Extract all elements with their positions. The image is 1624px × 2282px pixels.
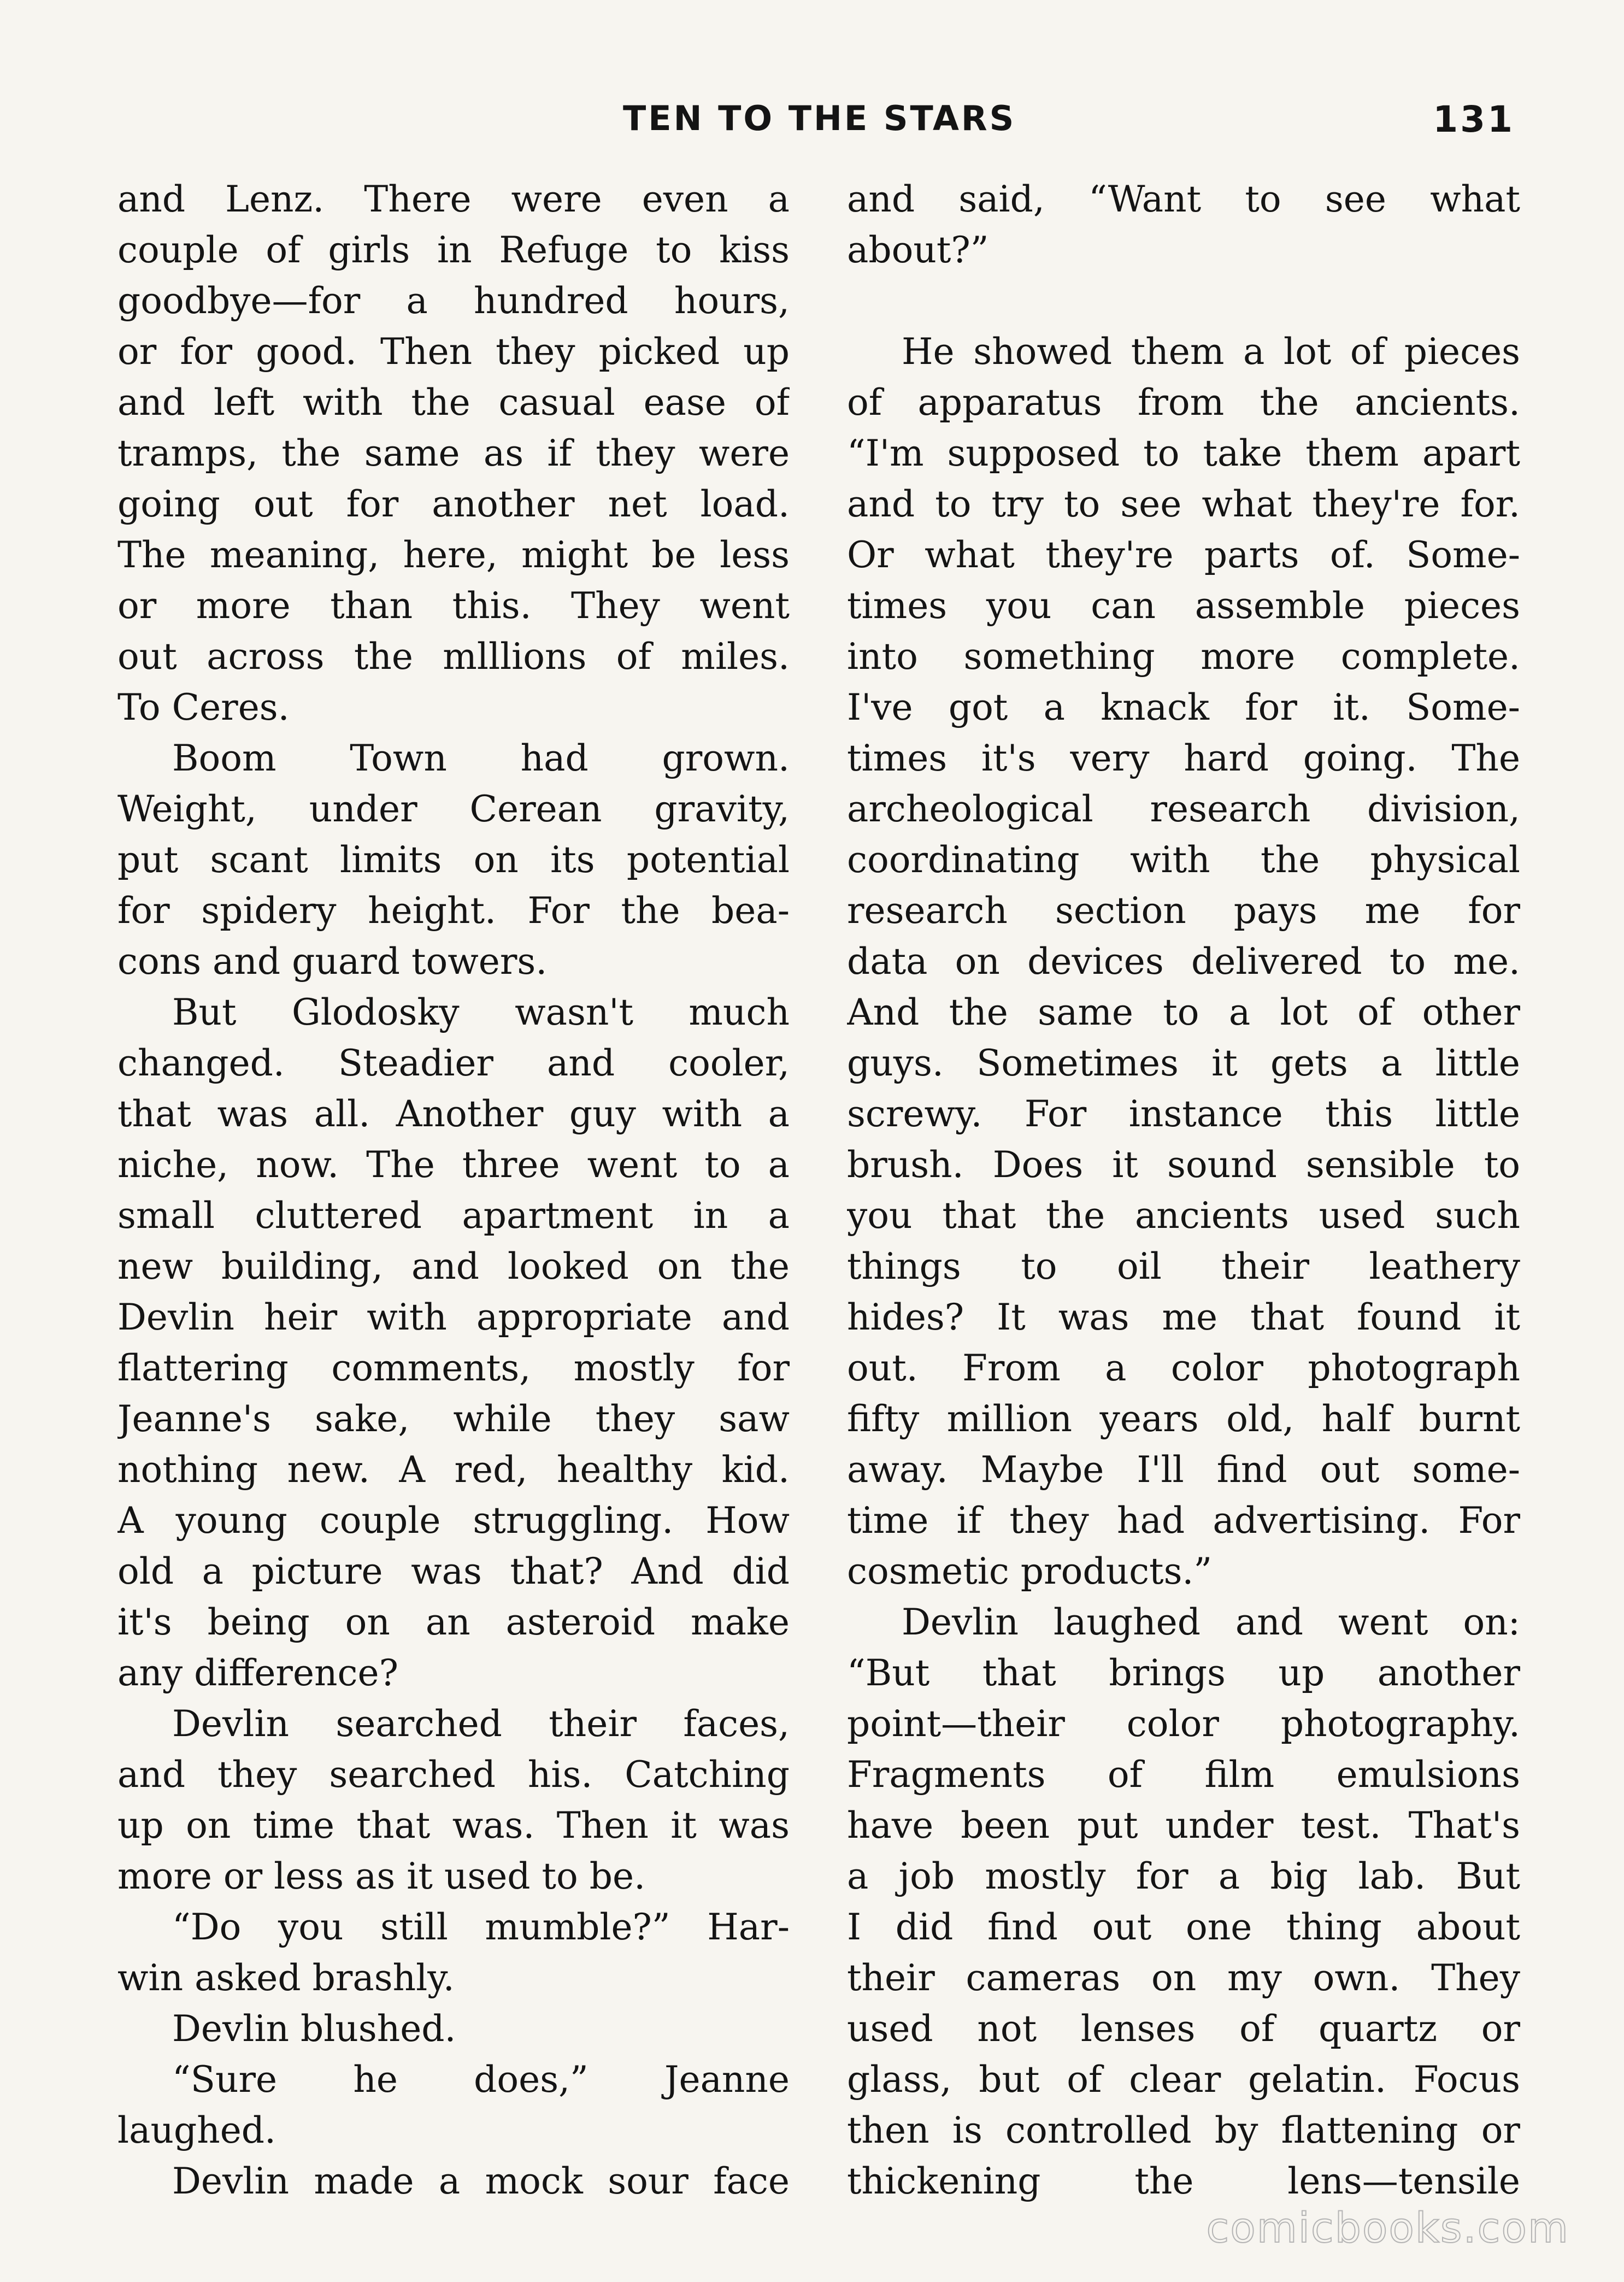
text-line: flattering comments, mostly for xyxy=(117,1347,790,1389)
text-line: Devlin heir with appropriate and xyxy=(117,1296,790,1338)
text-line: and said, “Want to see what xyxy=(847,178,1520,220)
text-line: out across the mlllions of miles. xyxy=(117,636,790,678)
text-line: any difference? xyxy=(117,1652,398,1694)
text-line: win asked brashly. xyxy=(117,1957,455,1999)
text-line: niche, now. The three went to a xyxy=(117,1144,790,1186)
left-column xyxy=(117,174,790,2207)
text-line: point—their color photography. xyxy=(847,1703,1520,1745)
text-line: And the same to a lot of other xyxy=(847,991,1520,1033)
text-line: coordinating with the physical xyxy=(847,839,1520,881)
text-line: you that the ancients used such xyxy=(847,1195,1520,1237)
text-line: into something more complete. xyxy=(847,636,1520,678)
text-line: have been put under test. That's xyxy=(847,1804,1520,1846)
text-line: of apparatus from the ancients. xyxy=(847,381,1520,424)
text-line: or more than this. They went xyxy=(117,585,790,627)
text-line: Boom Town had grown. xyxy=(172,737,790,779)
text-line: archeological research division, xyxy=(847,788,1520,830)
text-line: goodbye—for a hundred hours, xyxy=(117,280,790,322)
text-line: research section pays me for xyxy=(847,890,1520,932)
text-line: going out for another net load. xyxy=(117,483,790,525)
text-line: fifty million years old, half burnt xyxy=(847,1398,1520,1440)
right-column xyxy=(847,174,1520,2207)
text-line: and they searched his. Catching xyxy=(117,1754,790,1796)
text-line: “Do you still mumble?” Har- xyxy=(172,1906,790,1948)
page-number: 131 xyxy=(1433,98,1515,140)
text-line: more or less as it used to be. xyxy=(117,1855,646,1897)
text-line: Fragments of film emulsions xyxy=(847,1754,1520,1796)
text-line: To Ceres. xyxy=(117,686,290,728)
text-line: tramps, the same as if they were xyxy=(117,432,790,474)
section-break xyxy=(847,275,1520,326)
text-line: Jeanne's sake, while they saw xyxy=(117,1398,790,1440)
text-line: then is controlled by flattening or xyxy=(847,2109,1520,2151)
text-line: He showed them a lot of pieces xyxy=(902,331,1520,373)
text-line: time if they had advertising. For xyxy=(847,1499,1520,1542)
text-line: put scant limits on its potential xyxy=(117,839,790,881)
text-line: hides? It was me that found it xyxy=(847,1296,1520,1338)
text-line: laughed. xyxy=(117,2109,276,2151)
text-line: “I'm supposed to take them apart xyxy=(847,432,1520,474)
text-line: Devlin made a mock sour face xyxy=(172,2160,790,2202)
text-line: for spidery height. For the bea- xyxy=(117,890,790,932)
text-line: and to try to see what they're for. xyxy=(847,483,1520,525)
text-line: up on time that was. Then it was xyxy=(117,1804,790,1846)
text-line: their cameras on my own. They xyxy=(847,1957,1520,1999)
text-line: glass, but of clear gelatin. Focus xyxy=(847,2058,1520,2101)
text-line: and left with the casual ease of xyxy=(117,381,790,424)
text-line: guys. Sometimes it gets a little xyxy=(847,1042,1520,1084)
text-line: or for good. Then they picked up xyxy=(117,331,790,373)
text-line: that was all. Another guy with a xyxy=(117,1093,790,1135)
text-line: new building, and looked on the xyxy=(117,1245,790,1287)
text-line: couple of girls in Refuge to kiss xyxy=(117,229,790,271)
text-line: used not lenses of quartz or xyxy=(847,2008,1520,2050)
text-line: data on devices delivered to me. xyxy=(847,940,1520,983)
text-line: away. Maybe I'll find out some- xyxy=(847,1449,1520,1491)
text-line: old a picture was that? And did xyxy=(117,1550,790,1592)
text-line: A young couple struggling. How xyxy=(117,1499,790,1542)
text-line: thickening the lens—tensile xyxy=(847,2160,1520,2202)
text-line: small cluttered apartment in a xyxy=(117,1195,790,1237)
text-line: a job mostly for a big lab. But xyxy=(847,1855,1520,1897)
text-line: I did find out one thing about xyxy=(847,1906,1520,1948)
text-line: Or what they're parts of. Some- xyxy=(847,534,1520,576)
text-line: brush. Does it sound sensible to xyxy=(847,1144,1520,1186)
text-line: “Sure he does,” Jeanne xyxy=(172,2058,790,2101)
text-line: changed. Steadier and cooler, xyxy=(117,1042,790,1084)
text-line: Devlin blushed. xyxy=(172,2008,456,2050)
text-line: Devlin searched their faces, xyxy=(172,1703,790,1745)
text-line: “But that brings up another xyxy=(847,1652,1520,1694)
text-line: cons and guard towers. xyxy=(117,940,548,983)
text-line: times it's very hard going. The xyxy=(847,737,1520,779)
text-line: screwy. For instance this little xyxy=(847,1093,1520,1135)
text-line: Devlin laughed and went on: xyxy=(902,1601,1520,1643)
text-line: about?” xyxy=(847,229,989,271)
text-line: times you can assemble pieces xyxy=(847,585,1520,627)
text-line: Weight, under Cerean gravity, xyxy=(117,788,790,830)
text-line: it's being on an asteroid make xyxy=(117,1601,790,1643)
text-line: The meaning, here, might be less xyxy=(117,534,790,576)
text-line: out. From a color photograph xyxy=(847,1347,1520,1389)
text-line: nothing new. A red, healthy kid. xyxy=(117,1449,790,1491)
site-watermark: comicbooks.com xyxy=(1206,2203,1569,2252)
text-line: things to oil their leathery xyxy=(847,1245,1520,1287)
text-line: cosmetic products.” xyxy=(847,1550,1213,1592)
text-line: and Lenz. There were even a xyxy=(117,178,790,220)
text-line: But Glodosky wasn't much xyxy=(172,991,790,1033)
text-line: I've got a knack for it. Some- xyxy=(847,686,1520,728)
running-head-title: TEN TO THE STARS xyxy=(623,98,1016,138)
